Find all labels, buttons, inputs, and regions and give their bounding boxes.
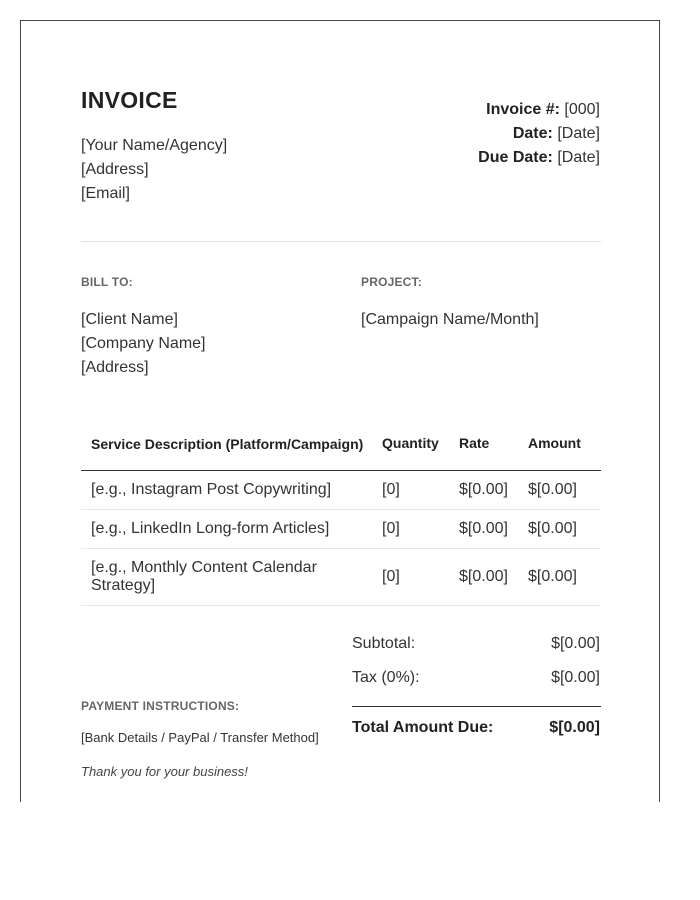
line-items-table <box>81 426 601 606</box>
invoice-meta <box>478 98 600 170</box>
project-value: [Campaign Name/Month] <box>361 311 539 328</box>
sender-name: [Your Name/Agency] <box>81 137 228 154</box>
sender-info <box>81 134 227 206</box>
project-label: PROJECT: <box>361 275 422 289</box>
invoice-date-value: [Date] <box>557 125 600 142</box>
table-row <box>81 510 601 549</box>
subtotal-label: Subtotal: <box>352 635 416 652</box>
sender-address: [Address] <box>81 161 149 178</box>
tax-value: $[0.00] <box>551 669 600 686</box>
tax-label: Tax (0%): <box>352 669 420 686</box>
invoice-title: INVOICE <box>81 87 178 113</box>
invoice-page <box>20 20 660 802</box>
cell-rate: $[0.00] <box>459 471 528 510</box>
header-description: Service Description (Platform/Campaign) <box>81 426 382 471</box>
cell-description: [e.g., Monthly Content Calendar Strategy] <box>81 549 382 606</box>
cell-description: [e.g., LinkedIn Long-form Articles] <box>81 510 382 549</box>
cell-amount: $[0.00] <box>528 510 601 549</box>
cell-quantity: [0] <box>382 471 459 510</box>
cell-amount: $[0.00] <box>528 549 601 606</box>
cell-quantity: [0] <box>382 549 459 606</box>
cell-rate: $[0.00] <box>459 549 528 606</box>
thank-you-note: Thank you for your business! <box>81 764 248 779</box>
company-name: [Company Name] <box>81 335 206 352</box>
sender-email: [Email] <box>81 185 130 202</box>
client-name: [Client Name] <box>81 311 178 328</box>
total-due-label: Total Amount Due: <box>352 719 494 736</box>
due-date-line <box>478 146 600 170</box>
header-divider <box>81 241 601 242</box>
header-rate: Rate <box>459 426 528 471</box>
invoice-date-line <box>478 122 600 146</box>
cell-quantity: [0] <box>382 510 459 549</box>
cell-description: [e.g., Instagram Post Copywriting] <box>81 471 382 510</box>
invoice-date-label: Date: <box>512 125 553 142</box>
header-quantity: Quantity <box>382 426 459 471</box>
due-date-value: [Date] <box>557 149 600 166</box>
payment-instructions-text: [Bank Details / PayPal / Transfer Method] <box>81 730 319 745</box>
cell-rate: $[0.00] <box>459 510 528 549</box>
header-amount: Amount <box>528 426 601 471</box>
due-date-label: Due Date: <box>478 149 553 166</box>
table-header-row <box>81 426 601 471</box>
table-row <box>81 549 601 606</box>
total-due-value: $[0.00] <box>549 719 600 736</box>
payment-instructions-label: PAYMENT INSTRUCTIONS: <box>81 699 240 713</box>
totals-divider <box>352 706 601 707</box>
bill-to-block <box>81 308 206 380</box>
invoice-number-line <box>478 98 600 122</box>
subtotal-value: $[0.00] <box>551 635 600 652</box>
bill-to-label: BILL TO: <box>81 275 133 289</box>
table-row <box>81 471 601 510</box>
client-address: [Address] <box>81 359 149 376</box>
invoice-number-label: Invoice #: <box>486 101 560 118</box>
invoice-number-value: [000] <box>564 101 600 118</box>
cell-amount: $[0.00] <box>528 471 601 510</box>
